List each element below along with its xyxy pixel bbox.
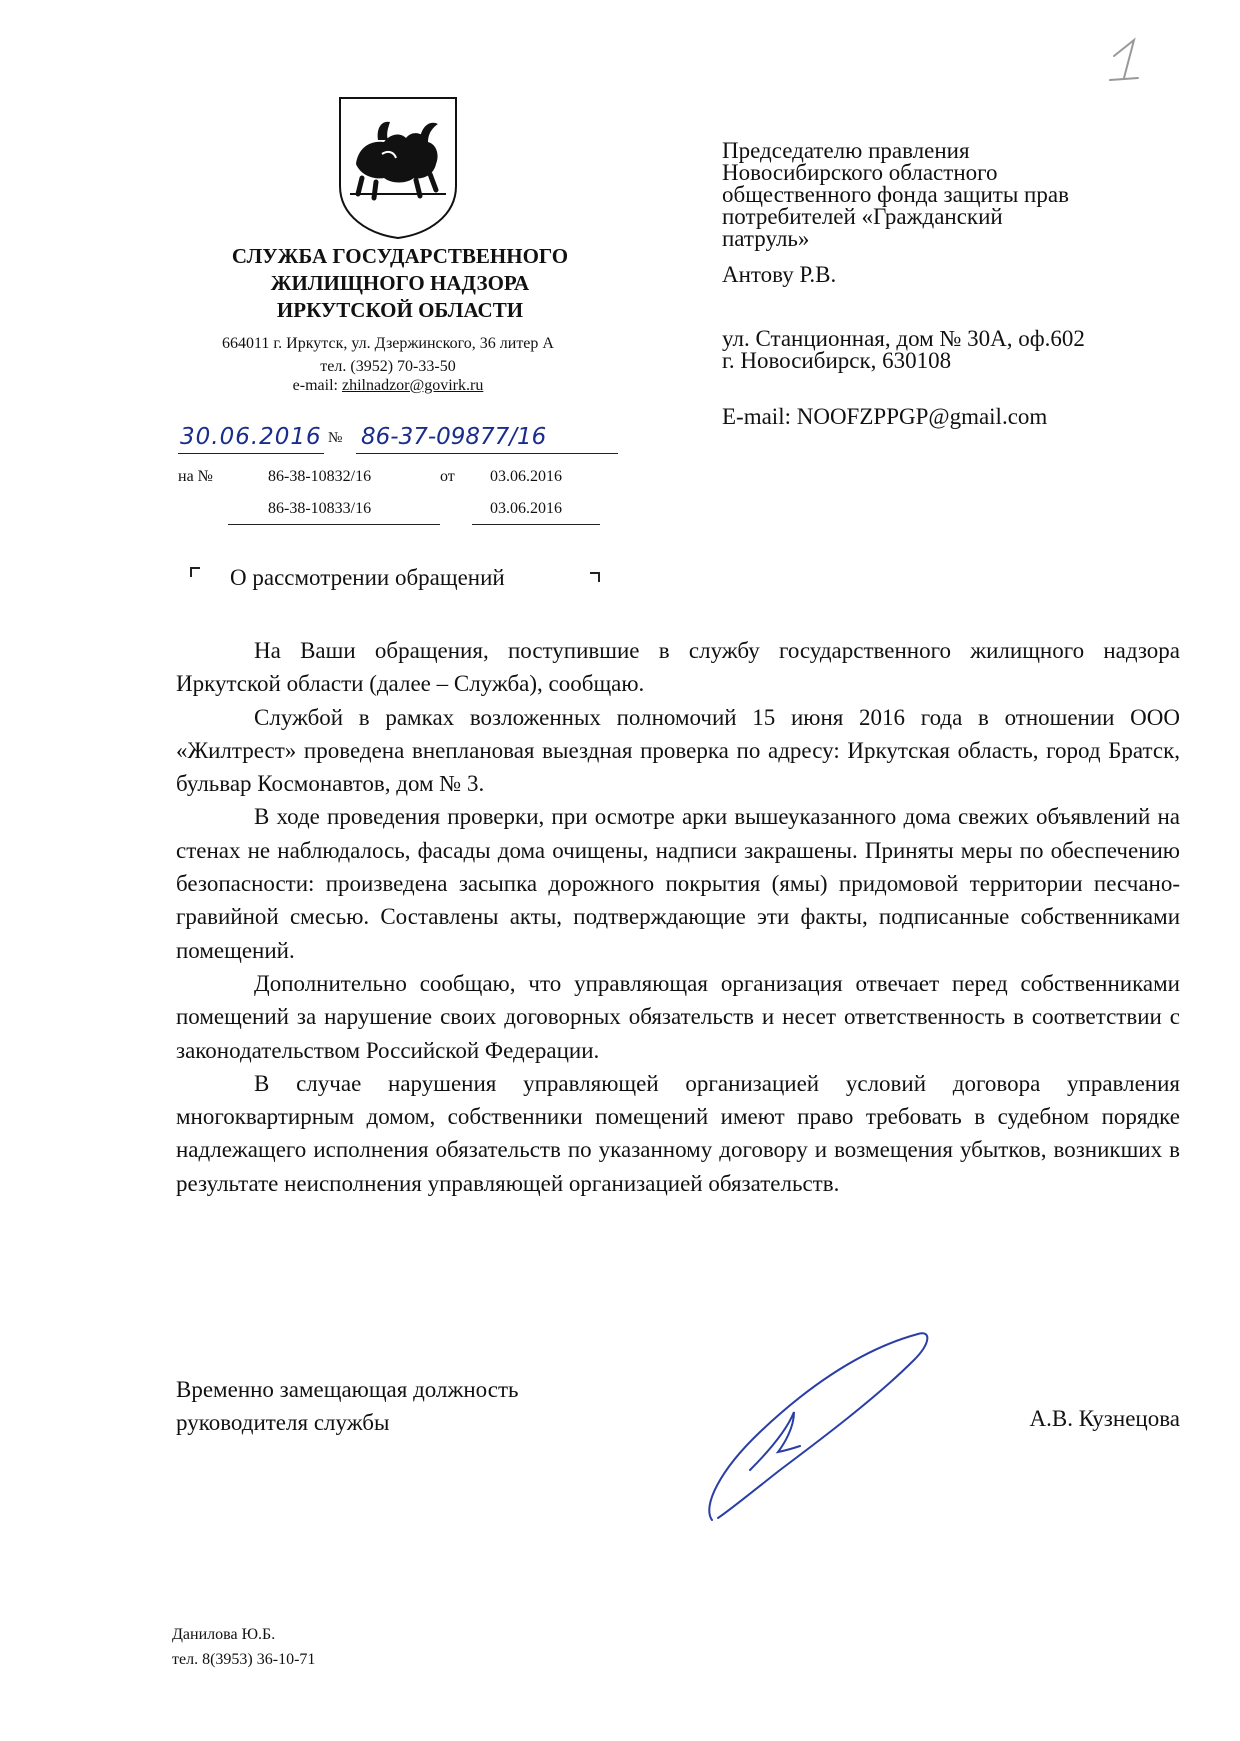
executor-phone: тел. 8(3953) 36-10-71 — [172, 1651, 316, 1668]
signatory-position-line: Временно замещающая должность — [176, 1377, 519, 1402]
body-paragraph: В ходе проведения проверки, при осмотре арки вышеуказанного дома свежих объявлений на стенах не наблюдалось, фасады дома очищены, надписи закрашены. Приняты меры по обеспечению безопасности: произведена засыпка дорожного покрытия (ямы) придомовой территории песчано-гравийной смесью. Составлены акты, подтверждающие эти факты, подписанные собственниками помещений. — [176, 804, 1180, 963]
registration-number-rule — [356, 453, 618, 454]
body-paragraph: Службой в рамках возложенных полномочий 15 июня 2016 года в отношении ООО «Жилтрест» проведена внеплановая выездная проверка по адресу: Иркутская область, город Братск, бульвар Космонавтов, дом № 3. — [176, 704, 1180, 797]
reference-number: 86-38-10832/16 — [268, 468, 372, 485]
letter-subject: О рассмотрении обращений — [230, 565, 505, 590]
body-paragraph: На Ваши обращения, поступившие в службу государственного жилищного надзора Иркутской области (далее – Служба), сообщаю. — [176, 638, 1180, 697]
reference-row — [178, 495, 598, 527]
addressee-block — [722, 140, 1202, 428]
signatory-position-line: руководителя службы — [176, 1410, 390, 1435]
org-phone: тел. (3952) 70-33-50 — [320, 358, 456, 375]
registration-date-rule — [178, 453, 324, 454]
reference-row — [178, 463, 598, 495]
handwritten-page-number — [1108, 36, 1148, 84]
organization-name — [150, 243, 650, 324]
reference-number: 86-38-10833/16 — [268, 500, 372, 517]
org-email-label: e-mail: — [292, 377, 338, 394]
org-email-link[interactable]: zhilnadzor@govirk.ru — [341, 377, 484, 394]
registration-number: 86-37-09877/16 — [361, 424, 547, 450]
org-address: 664011 г. Иркутск, ул. Дзержинского, 36 литер А — [222, 335, 554, 352]
addressee-position-line: патруль» — [722, 226, 810, 251]
reference-number-rule — [228, 524, 440, 525]
signatory-position — [176, 1373, 518, 1439]
body-paragraph: В случае нарушения управляющей организацией условий договора управления многоквартирным домом, собственники помещений имеют право требовать в судебном порядке надлежащего исполнения обязательств по указанному договору и возмещения убытков, возникших в результате неисполнения управляющей организацией обязательств. — [176, 1070, 1180, 1196]
body-paragraph: Дополнительно сообщаю, что управляющая организация отвечает перед собственниками помещений за нарушение своих договорных обязательств и несет ответственность в соответствии с законодательством Российской Федерации. — [176, 970, 1180, 1063]
addressee-name: Антову Р.В. — [722, 262, 837, 287]
addressee-address-line: ул. Станционная, дом № 30А, оф.602 — [722, 326, 1085, 351]
addressee-position-line: потребителей «Гражданский — [722, 204, 1003, 229]
org-name-line: ИРКУТСКОЙ ОБЛАСТИ — [276, 298, 524, 322]
reference-from-label: от — [440, 468, 455, 485]
reference-date: 03.06.2016 — [490, 500, 562, 517]
registration-date: 30.06.2016 — [180, 424, 322, 450]
registration-line — [178, 424, 618, 456]
org-name-line: СЛУЖБА ГОСУДАРСТВЕННОГО — [231, 244, 569, 268]
addressee-position-line: Новосибирского областного — [722, 160, 998, 185]
reference-table — [178, 463, 598, 527]
addressee-position-line: Председателю правления — [722, 138, 970, 163]
org-name-line: ЖИЛИЩНОГО НАДЗОРА — [270, 271, 530, 295]
executor-block — [172, 1622, 315, 1672]
subject-corner-mark — [590, 572, 600, 582]
registration-number-label: № — [328, 430, 343, 446]
addressee-position-line: общественного фонда защиты прав — [722, 182, 1069, 207]
subject-corner-mark — [190, 567, 200, 577]
reference-date-rule — [472, 524, 600, 525]
handwritten-signature — [690, 1320, 940, 1530]
org-email-line — [178, 376, 598, 395]
reference-label: на № — [178, 468, 213, 485]
letter-body — [176, 634, 1180, 1200]
irkutsk-coat-of-arms-icon — [336, 94, 460, 240]
addressee-address-line: г. Новосибирск, 630108 — [722, 348, 952, 373]
addressee-email: E-mail: NOOFZPPGP@gmail.com — [722, 404, 1048, 429]
reference-date: 03.06.2016 — [490, 468, 562, 485]
executor-name: Данилова Ю.Б. — [172, 1626, 276, 1643]
organization-contacts — [178, 334, 598, 395]
signatory-name: А.В. Кузнецова — [1029, 1406, 1180, 1431]
